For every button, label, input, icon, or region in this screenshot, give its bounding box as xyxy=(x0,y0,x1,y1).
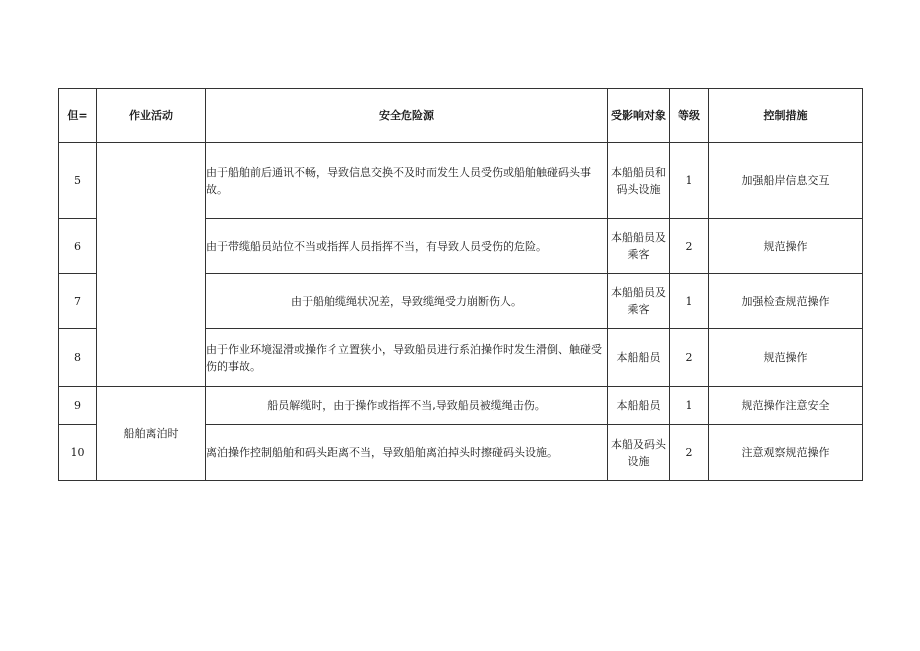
affected-cell: 本船船员及乘客 xyxy=(608,274,670,329)
row-index: 7 xyxy=(59,274,97,329)
risk-assessment-table xyxy=(58,88,863,481)
activity-cell-empty xyxy=(97,143,206,387)
control-cell: 规范操作 xyxy=(709,329,863,387)
affected-cell: 本船船员和码头设施 xyxy=(608,143,670,219)
level-cell: 1 xyxy=(670,143,709,219)
affected-cell: 本船船员及乘客 xyxy=(608,219,670,274)
hazard-cell: 船员解缆时，由于操作或指挥不当,导致船员被缆绳击伤。 xyxy=(206,387,608,425)
header-control: 控制措施 xyxy=(709,89,863,143)
row-index: 5 xyxy=(59,143,97,219)
table-row xyxy=(59,143,863,219)
row-index: 10 xyxy=(59,425,97,481)
control-cell: 规范操作 xyxy=(709,219,863,274)
hazard-cell: 由于船舶前后通讯不畅，导致信息交换不及时而发生人员受伤或船舶触碰码头事故。 xyxy=(206,143,608,219)
table-row xyxy=(59,387,863,425)
level-cell: 1 xyxy=(670,274,709,329)
control-cell: 注意观察规范操作 xyxy=(709,425,863,481)
affected-cell: 本船及码头设施 xyxy=(608,425,670,481)
hazard-cell: 由于作业环境湿滑或操作彳立置狭小，导致船员进行系泊操作时发生滑倒、触碰受伤的事故。 xyxy=(206,329,608,387)
affected-cell: 本船船员 xyxy=(608,387,670,425)
header-index: 但= xyxy=(59,89,97,143)
row-index: 6 xyxy=(59,219,97,274)
header-level: 等级 xyxy=(670,89,709,143)
control-cell: 加强检查规范操作 xyxy=(709,274,863,329)
header-affected: 受影响对象 xyxy=(608,89,670,143)
activity-cell: 船舶离泊时 xyxy=(97,387,206,481)
hazard-cell: 由于船舶缆绳状况差，导致缆绳受力崩断伤人。 xyxy=(206,274,608,329)
hazard-cell: 由于带缆船员站位不当或指挥人员指挥不当，有导致人员受伤的危险。 xyxy=(206,219,608,274)
level-cell: 2 xyxy=(670,329,709,387)
header-activity: 作业活动 xyxy=(97,89,206,143)
control-cell: 加强船岸信息交互 xyxy=(709,143,863,219)
header-row xyxy=(59,89,863,143)
level-cell: 1 xyxy=(670,387,709,425)
row-index: 8 xyxy=(59,329,97,387)
header-hazard: 安全危险源 xyxy=(206,89,608,143)
row-index: 9 xyxy=(59,387,97,425)
level-cell: 2 xyxy=(670,219,709,274)
control-cell: 规范操作注意安全 xyxy=(709,387,863,425)
level-cell: 2 xyxy=(670,425,709,481)
affected-cell: 本船船员 xyxy=(608,329,670,387)
hazard-cell: 离泊操作控制船舶和码头距离不当，导致船舶离泊掉头时擦碰码头设施。 xyxy=(206,425,608,481)
